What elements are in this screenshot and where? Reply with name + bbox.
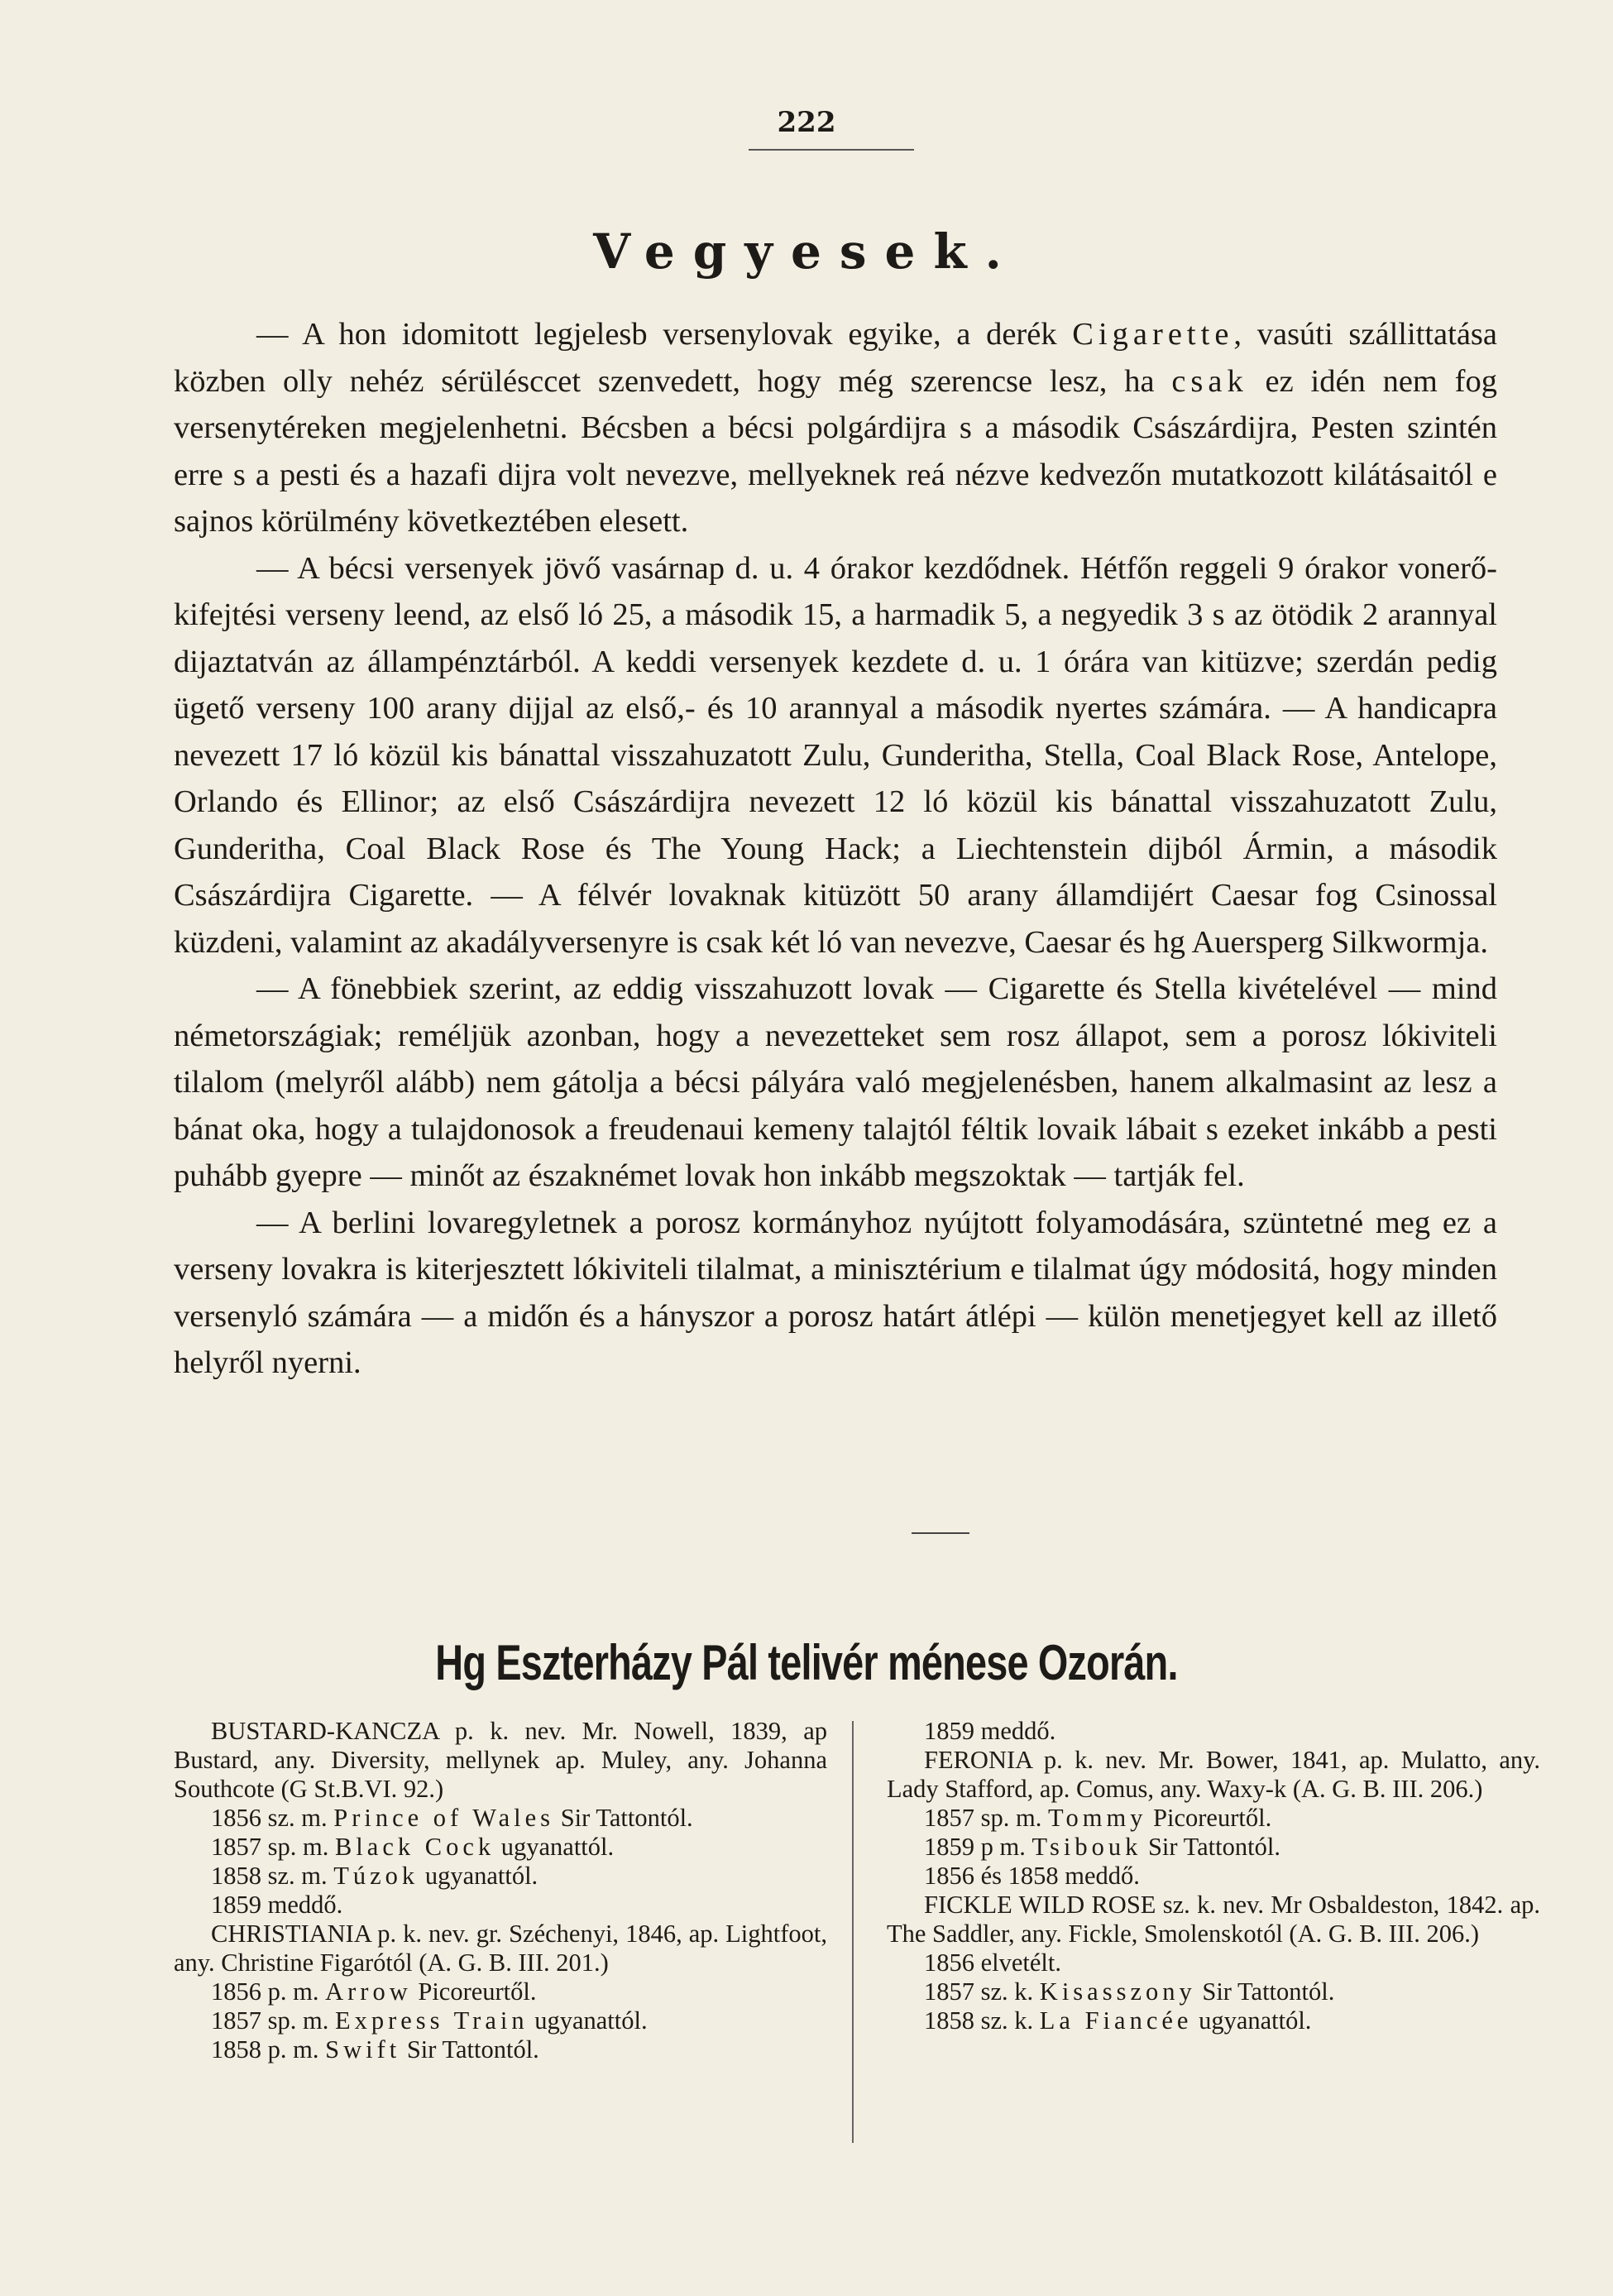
foal-year: 1856 p. m. — [211, 1977, 326, 2006]
emphasized-text: Cigarette — [1072, 317, 1234, 352]
emphasized-text: csak — [1171, 363, 1248, 399]
foal-entry — [174, 1891, 827, 1920]
section-title: Vegyesek. — [593, 223, 1020, 280]
paragraph-text: — A bécsi versenyek jövő vasárnap d. u. 4 órakor kezdődnek. Hétfőn reggeli 9 órakor vonerő-kifejtési verseny leend, az első ló 25, a második 15, a harmadik 5, a negyedik 3 s az ötödik 2 arannyal dijaztatván az állampénztárból. A keddi versenyek kezdete d. u. 1 órára van kitüzve; szerdán pedig ügető verseny 100 arany dijjal az első,- és 10 arannyal a második nyertes számára. — A handicapra nevezett 17 ló közül kis bánattal visszahuzatott Zulu, Gunderitha, Stella, Coal Black Rose, Antelope, Orlando és Ellinor; az első Császárdijra nevezett 12 ló közül kis bánattal visszahuzatott Zulu, Gunderitha, Coal Black Rose és The Young Hack; a Liechtenstein dijból Ármin, a második Császárdijra Cigarette. — A félvér lovaknak kitüzött 50 arany államdijért Caesar fog Csinossal küzdeni, valamint az akadályversenyre is csak két ló van nevezve, Caesar és hg Auersperg Silkwormja. — [174, 550, 1497, 960]
foal-year: 1857 sp. m. — [924, 1804, 1048, 1832]
foal-year: 1856 elvetélt. — [924, 1948, 1062, 1977]
article-paragraph — [174, 311, 1497, 545]
foal-entry — [174, 1862, 827, 1891]
foal-entry — [174, 1977, 827, 2006]
foal-sire: Sir Tattontól. — [400, 2035, 539, 2064]
paragraph-text: — A hon idomitott legjelesb versenylovak egyike, a derék — [256, 317, 1073, 352]
article-paragraph — [174, 545, 1497, 966]
column-divider — [852, 1721, 854, 2143]
foal-year: 1856 sz. m. — [211, 1804, 334, 1832]
foal-entry — [887, 1804, 1540, 1833]
foal-sire: Sir Tattontól. — [1195, 1977, 1335, 2006]
foal-name: Tommy — [1047, 1804, 1147, 1832]
foal-name: Túzok — [333, 1862, 419, 1890]
foal-name: Swift — [325, 2035, 401, 2064]
foal-year: 1856 és 1858 meddő. — [924, 1862, 1140, 1890]
paragraph-text: — A fönebbiek szerint, az eddig visszahuzott lovak — Cigarette és Stella kivételével — mind németországiak; reméljük azonban, hogy a nevezetteket sem rosz állapot, sem a porosz lókiviteli tilalom (melyről alább) nem gátolja a bécsi pályára való megjelenésben, hanem alkalmasint az lesz a bánat oka, hogy a tulajdonosok a freudenaui kemeny talajtól féltik lovaik lábait s ezeket inkább a pesti puhább gyepre — minőt az északnémet lovak hon inkább megszoktak — tartják fel. — [174, 971, 1497, 1193]
foal-entry — [887, 1977, 1540, 2006]
paragraph-text: — A berlini lovaregyletnek a porosz kormányhoz nyújtott folyamodására, szüntetné meg ez a verseny lovakra is kiterjesztett lókiviteli tilalmat, a minisztérium e tilalmat úgy módositá, hogy minden versenyló számára — a midőn és a hányszor a porosz határt átlépi — külön menetjegyet kell az illető helyről nyerni. — [174, 1205, 1497, 1380]
mare-entry: FICKLE WILD ROSE sz. k. nev. Mr Osbaldeston, 1842. ap. The Saddler, any. Fickle, Smolenskotól (A. G. B. III. 206.) — [887, 1891, 1540, 1948]
article-paragraph — [174, 966, 1497, 1200]
foal-year: 1859 meddő. — [924, 1717, 1056, 1745]
foal-sire: Sir Tattontól. — [1142, 1833, 1280, 1861]
foal-sire: Picoreurtől. — [1146, 1804, 1272, 1832]
foal-entry — [887, 1833, 1540, 1862]
foal-name: Express Train — [334, 2006, 529, 2035]
mare-entry: BUSTARD-KANCZA p. k. nev. Mr. Nowell, 1839, ap Bustard, any. Diversity, mellynek ap. Muley, any. Johanna Southcote (G St.B.VI. 92.) — [174, 1717, 827, 1803]
paragraph-text: , vasúti szállittatása közben olly nehéz sérülésccet szenvedett, hogy még szerencse lesz, ha — [174, 317, 1497, 399]
foal-entry — [887, 2006, 1540, 2035]
foal-year: 1857 sz. k. — [924, 1977, 1040, 2006]
foal-sire: Picoreurtől. — [411, 1977, 537, 2006]
page-number: 222 — [777, 106, 836, 139]
foal-year: 1858 p. m. — [211, 2035, 326, 2064]
foal-entry — [174, 1833, 827, 1862]
foal-year: 1859 p m. — [924, 1833, 1032, 1861]
stud-title: Hg Eszterházy Pál telivér ménese Ozorán. — [435, 1635, 1178, 1690]
foal-year: 1857 sp. m. — [211, 2006, 335, 2035]
foal-name: Arrow — [325, 1977, 412, 2006]
foal-sire: ugyanattól. — [1192, 2006, 1312, 2035]
article-body — [174, 311, 1497, 1387]
paragraph-text: ez idén nem fog versenytéreken megjelenhetni. Bécsben a bécsi polgárdijra s a második Császárdijra, Pesten szintén erre s a pesti és a hazafi dijra volt nevezve, mellyeknek reá nézve kedvezőn mutatkozott kilátásaitól e sajnos körülmény következtében elesett. — [174, 363, 1497, 539]
foal-sire: ugyanattól. — [528, 2006, 648, 2035]
foal-sire: Sir Tattontól. — [554, 1804, 693, 1832]
article-paragraph — [174, 1200, 1497, 1387]
foal-name: Tsibouk — [1031, 1833, 1142, 1861]
foal-entry — [887, 1948, 1540, 1977]
foal-entry — [174, 2035, 827, 2064]
foal-entry — [174, 2006, 827, 2035]
foal-year: 1858 sz. m. — [211, 1862, 334, 1890]
stud-column-right — [887, 1717, 1540, 2035]
foal-year: 1857 sp. m. — [211, 1833, 335, 1861]
foal-sire: ugyanattól. — [419, 1862, 538, 1890]
foal-entry — [174, 1804, 827, 1833]
header-rule — [749, 149, 914, 151]
foal-sire: ugyanattól. — [495, 1833, 615, 1861]
foal-entry — [887, 1862, 1540, 1891]
stud-column-left — [174, 1717, 827, 2064]
mare-entry: CHRISTIANIA p. k. nev. gr. Széchenyi, 1846, ap. Lightfoot, any. Christine Figarótól (A. G. B. III. 201.) — [174, 1920, 827, 1977]
foal-name: La Fiancée — [1039, 2006, 1193, 2035]
foal-name: Kisasszony — [1039, 1977, 1196, 2006]
foal-name: Prince of Wales — [333, 1804, 555, 1832]
section-divider — [912, 1532, 969, 1534]
mare-entry: FERONIA p. k. nev. Mr. Bower, 1841, ap. Mulatto, any. Lady Stafford, ap. Comus, any. Waxy-k (A. G. B. III. 206.) — [887, 1746, 1540, 1803]
foal-year: 1859 meddő. — [211, 1891, 343, 1919]
foal-entry — [887, 1717, 1540, 1746]
foal-year: 1858 sz. k. — [924, 2006, 1040, 2035]
foal-name: Black Cock — [334, 1833, 495, 1861]
